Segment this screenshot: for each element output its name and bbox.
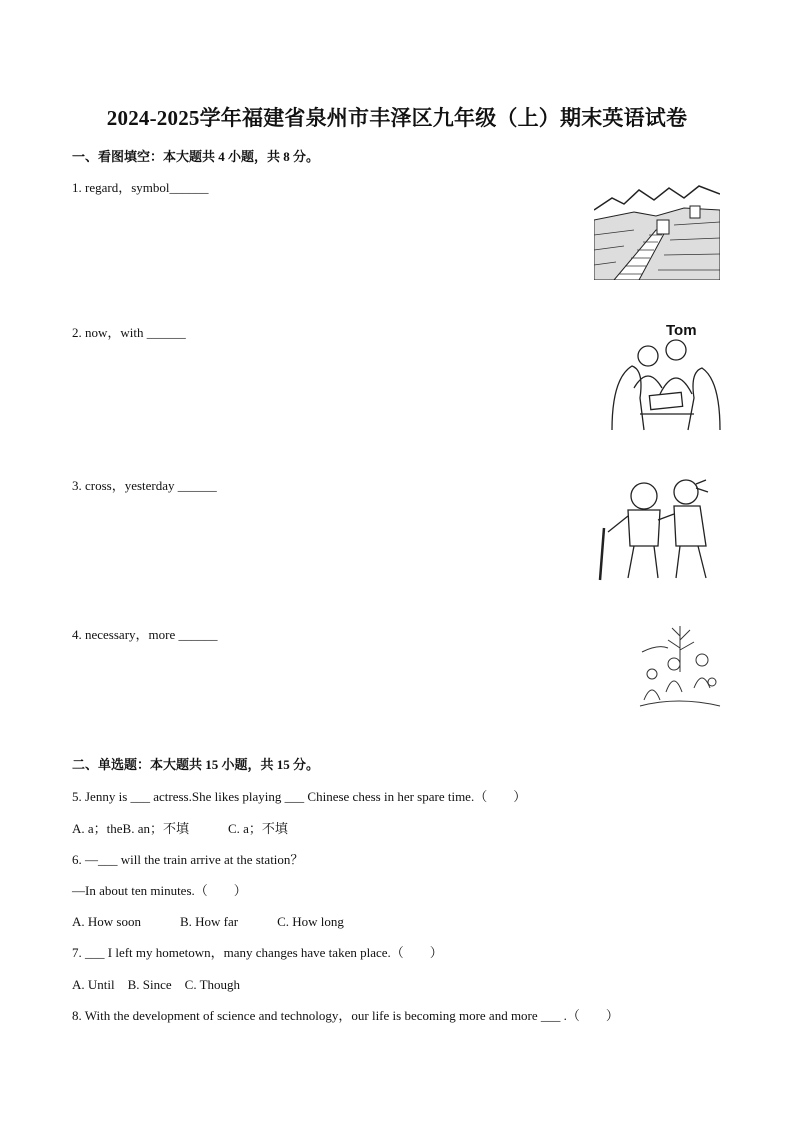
question-7-stem: 7. ___ I left my hometown，many changes have taken place.（ ） (72, 945, 443, 960)
tree-planting-illustration (638, 622, 722, 714)
question-1: 1. regard，symbol______ (72, 180, 209, 195)
question-7-options: A. Until B. Since C. Though (72, 977, 241, 992)
tom-caption: Tom (666, 322, 697, 339)
section-two-heading: 二、单选题：本大题共 15 小题，共 15 分。 (72, 757, 320, 772)
question-5-stem: 5. Jenny is ___ actress.She likes playing ___ Chinese chess in her spare time.（ ） (72, 789, 527, 804)
question-6-answer-line: —In about ten minutes.（ ） (72, 883, 247, 898)
group-discussion-illustration (610, 318, 722, 436)
question-6-options: A. How soon B. How far C. How long (72, 914, 344, 929)
question-8-stem: 8. With the development of science and technology，our life is becoming more and more ___ .（ ） (72, 1008, 619, 1023)
great-wall-illustration (594, 180, 720, 280)
section-one-heading: 一、看图填空：本大题共 4 小题，共 8 分。 (72, 149, 320, 164)
question-5-options: A. a；theB. an；不填 C. a；不填 (72, 821, 288, 836)
question-2: 2. now，with ______ (72, 325, 186, 340)
question-4: 4. necessary，more ______ (72, 627, 218, 642)
girl-helping-old-man-illustration (596, 474, 720, 584)
page-title: 2024-2025学年福建省泉州市丰泽区九年级（上）期末英语试卷 (106, 106, 688, 130)
question-6-stem: 6. —___ will the train arrive at the station？ (72, 852, 304, 867)
question-3: 3. cross，yesterday ______ (72, 478, 217, 493)
